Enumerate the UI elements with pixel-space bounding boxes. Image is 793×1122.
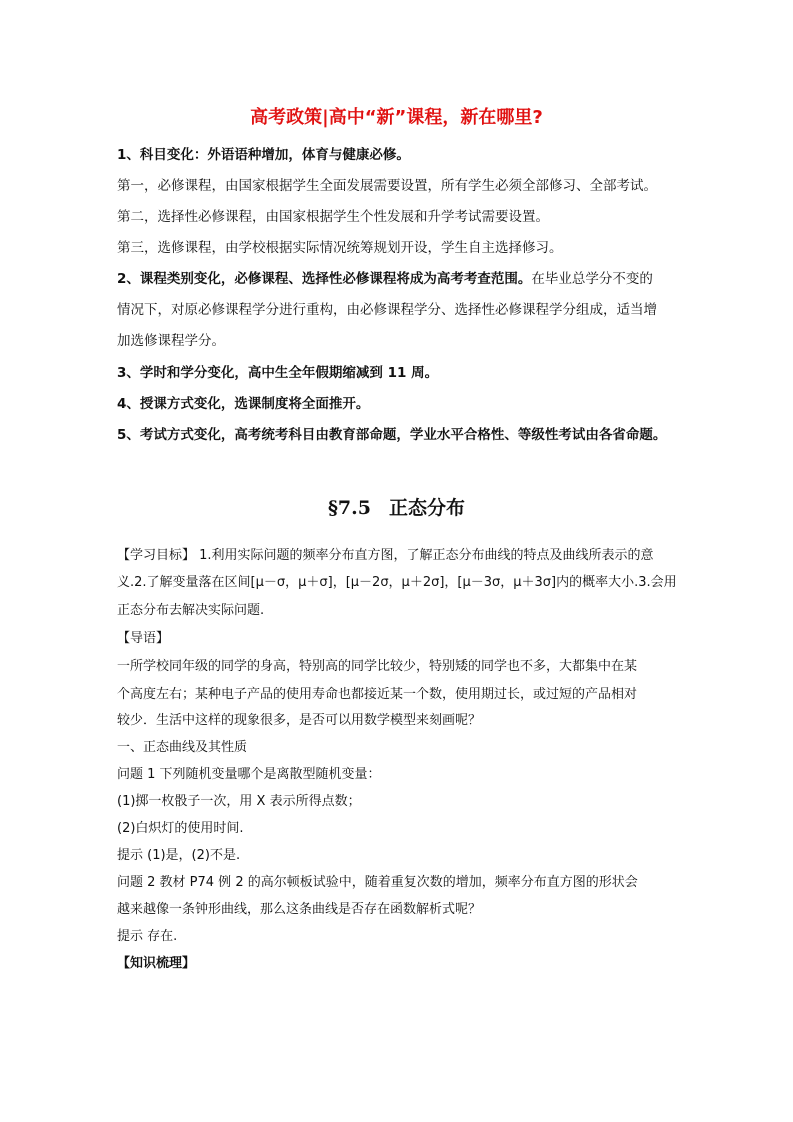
intro-line-2: 个高度左右；某种电子产品的使用寿命也都接近某一个数，使用期过长，或过短的产品相对 bbox=[117, 687, 638, 702]
part-1-heading: 一、正态曲线及其性质 bbox=[117, 740, 248, 755]
hint-2: 提示 存在. bbox=[117, 929, 178, 944]
intro-line-1: 一所学校同年级的同学的身高，特别高的同学比较少，特别矮的同学也不多，大都集中在某 bbox=[117, 659, 638, 674]
intro-label: 【导语】 bbox=[117, 631, 170, 646]
section-number: §7.5 bbox=[327, 497, 371, 519]
question-2-line-2: 越来越像一条钟形曲线，那么这条曲线是否存在函数解析式呢？ bbox=[117, 902, 482, 917]
learning-goal-line-1: 【学习目标】 1.利用实际问题的频率分布直方图，了解正态分布曲线的特点及曲线所表示的意 bbox=[117, 548, 654, 563]
section-name: 正态分布 bbox=[388, 497, 465, 519]
policy-paragraph-3: 第三，选修课程，由学校根据实际情况统筹规划开设，学生自主选择修习。 bbox=[117, 240, 563, 256]
policy-item-2 bbox=[117, 270, 682, 288]
policy-item-2-bold: 2、课程类别变化，必修课程、选择性必修课程将成为高考考查范围。 bbox=[117, 271, 532, 287]
policy-item-1: 1、科目变化：外语语种增加，体育与健康必修。 bbox=[117, 147, 410, 163]
policy-paragraph-2: 第二，选择性必修课程，由国家根据学生个性发展和升学考试需要设置。 bbox=[117, 209, 549, 225]
question-1-option-1: (1)掷一枚骰子一次，用 X 表示所得点数； bbox=[117, 794, 361, 809]
page-heading: 高考政策|高中“新”课程，新在哪里? bbox=[250, 107, 543, 128]
question-2-line-1: 问题 2 教材 P74 例 2 的高尔顿板试验中，随着重复次数的增加，频率分布直方图的形状会 bbox=[117, 875, 638, 890]
policy-item-2-line-3: 加选修课程学分。 bbox=[117, 333, 225, 349]
section-title bbox=[0, 496, 793, 520]
policy-item-2-rest: 在毕业总学分不变的 bbox=[531, 271, 653, 287]
policy-item-5: 5、考试方式变化，高考统考科目由教育部命题，学业水平合格性、等级性考试由各省命题。 bbox=[117, 427, 667, 443]
question-1-option-2: (2)白炽灯的使用时间. bbox=[117, 821, 244, 836]
hint-1: 提示 (1)是，(2)不是. bbox=[117, 848, 241, 863]
learning-goal-line-3: 正态分布去解决实际问题. bbox=[117, 603, 265, 618]
policy-item-4: 4、授课方式变化，选课制度将全面推开。 bbox=[117, 396, 370, 412]
policy-item-3: 3、学时和学分变化，高中生全年假期缩减到 11 周。 bbox=[117, 365, 439, 381]
knowledge-heading: 【知识梳理】 bbox=[117, 956, 196, 971]
learning-goal-line-2: 义.2.了解变量落在区间[μ－σ，μ＋σ]，[μ－2σ，μ＋2σ]，[μ－3σ，μ＋3σ]内的概率大小.3.会用 bbox=[117, 575, 677, 590]
intro-line-3: 较少．生活中这样的现象很多，是否可以用数学模型来刻画呢？ bbox=[117, 713, 482, 728]
policy-paragraph-1: 第一，必修课程，由国家根据学生全面发展需要设置，所有学生必须全部修习、全部考试。 bbox=[117, 178, 657, 194]
question-1: 问题 1 下列随机变量哪个是离散型随机变量： bbox=[117, 767, 381, 782]
policy-item-2-line-2: 情况下，对原必修课程学分进行重构，由必修课程学分、选择性必修课程学分组成，适当增 bbox=[117, 302, 657, 318]
